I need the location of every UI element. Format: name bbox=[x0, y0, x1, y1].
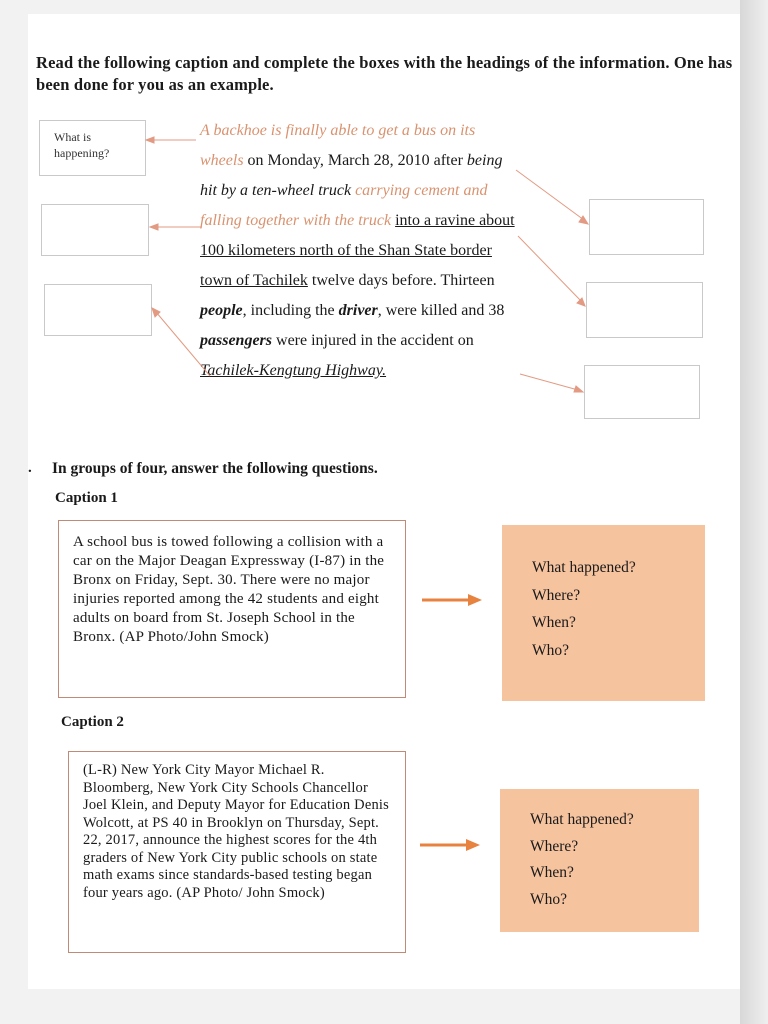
pointer-line-right-3 bbox=[520, 374, 578, 390]
caption-what-segment: A backhoe is finally able to get a bus on its wheels bbox=[200, 122, 476, 169]
pointer-line-right-2 bbox=[518, 236, 582, 302]
question-what-happened: What happened? bbox=[530, 811, 634, 828]
caption-date-segment: on Monday, March 28, 2010 after bbox=[243, 152, 467, 169]
arrowhead-icon bbox=[150, 224, 158, 230]
caption-cause-segment: being hit by a ten-wheel truck bbox=[200, 152, 503, 199]
caption-who-passengers: passengers bbox=[200, 332, 273, 349]
caption-highway-segment: Tachilek-Kengtung Highway. bbox=[200, 362, 387, 379]
caption-text-segment: twelve days before. Thirteen bbox=[307, 272, 495, 289]
caption-1-arrowhead-icon bbox=[468, 594, 482, 606]
example-heading-label: What is happening? bbox=[54, 130, 110, 160]
caption-2-label: Caption 2 bbox=[61, 714, 124, 730]
textbook-page bbox=[28, 14, 740, 989]
caption-text-segment: , including the bbox=[242, 302, 339, 319]
caption-text-segment: were injured in the accident on bbox=[272, 332, 474, 349]
caption-where-segment: into a ravine about 100 kilometers north of the Shan State border town of Tachilek bbox=[200, 212, 515, 289]
page-edge-shadow bbox=[740, 0, 768, 1024]
arrowhead-icon bbox=[577, 298, 585, 306]
caption-who-driver: driver bbox=[338, 302, 378, 319]
instructions: Read the following caption and complete the boxes with the headings of the information. One has been done for you as an example. bbox=[36, 53, 733, 94]
pointer-line-right-1 bbox=[516, 170, 584, 220]
question-what-happened: What happened? bbox=[532, 559, 636, 576]
caption-1-text: A school bus is towed following a collision with a car on the Major Deagan Expressway (I-87) in the Bronx on Friday, Sept. 30. There were no major injuries reported among the 42 students and eight adults on board from St. Joseph School in the Bronx. (AP Photo/John Smock) bbox=[73, 534, 385, 645]
section-bullet: . bbox=[28, 460, 32, 476]
question-who: Who? bbox=[530, 890, 568, 908]
question-where: Where? bbox=[530, 837, 579, 855]
section-title: In groups of four, answer the following questions. bbox=[52, 460, 378, 477]
connector-arrows bbox=[28, 14, 740, 989]
question-who: Who? bbox=[532, 641, 570, 659]
caption-who-people: people bbox=[200, 302, 243, 319]
question-where: Where? bbox=[532, 586, 581, 604]
caption-2-arrowhead-icon bbox=[466, 839, 480, 851]
question-when: When? bbox=[530, 864, 574, 881]
pointer-line-left-2 bbox=[156, 312, 210, 376]
arrowhead-icon bbox=[574, 386, 583, 392]
caption-1-label: Caption 1 bbox=[55, 490, 118, 506]
arrowhead-icon bbox=[146, 137, 154, 143]
question-when: When? bbox=[532, 614, 576, 631]
caption-2-text: (L-R) New York City Mayor Michael R. Bloomberg, New York City Schools Chancellor Joel Klein, and Deputy Mayor for Education Denis Wolcott, at PS 40 in Brooklyn on Thursday, Sept. 22, 2017, announce the highest scores for the 4th graders of New York City public schools on state math exams since standards-based testing began four years ago. (AP Photo/ John Smock) bbox=[83, 762, 389, 901]
caption-cause-highlight-segment: carrying cement and falling together with the truck bbox=[200, 182, 488, 229]
caption-text-segment: , were killed and 38 bbox=[377, 302, 505, 319]
